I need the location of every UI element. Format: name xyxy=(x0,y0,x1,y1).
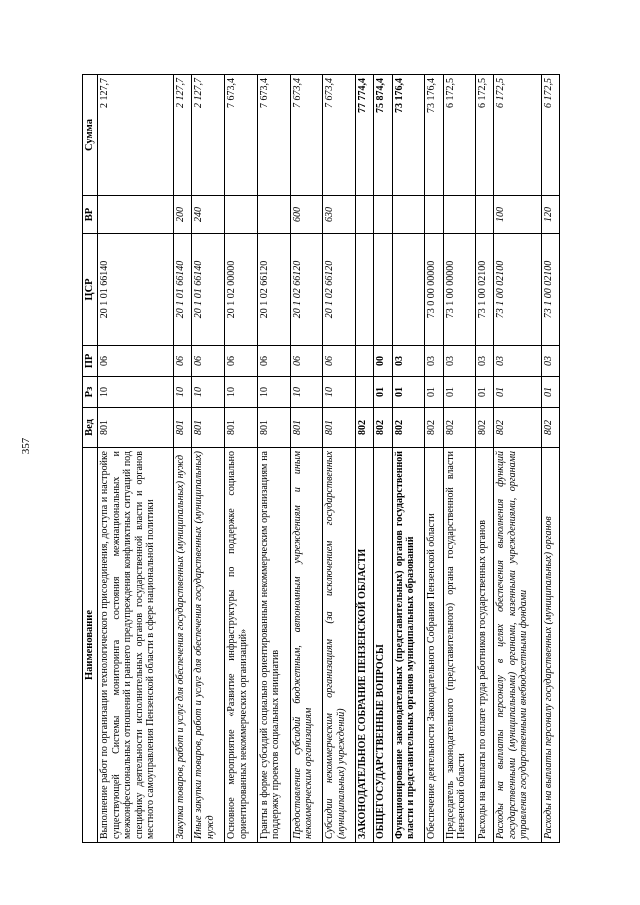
table-row xyxy=(174,75,192,843)
cell-name: Расходы на выплаты персоналу в целях обеспечения выполнения функций государственными (муниципальными) органами, казенными учреждениями, органами управления государственными внебюджетными фондами xyxy=(494,448,541,843)
cell-ved: 802 xyxy=(443,408,476,448)
cell-rz: 10 xyxy=(98,377,174,408)
table-row xyxy=(98,75,174,843)
cell-ved: 801 xyxy=(192,408,225,448)
cell-name: ОБЩЕГОСУДАРСТВЕННЫЕ ВОПРОСЫ xyxy=(374,448,392,843)
cell-sum: 75 874,4 xyxy=(374,75,392,196)
cell-rz: 10 xyxy=(225,377,258,408)
cell-rz: 10 xyxy=(290,377,323,408)
cell-ved: 801 xyxy=(98,408,174,448)
cell-name: Гранты в форме субсидий социально ориентированным некоммерческим организациям на поддержку проектов социальных инициатив xyxy=(257,448,290,843)
cell-vr xyxy=(392,196,425,234)
header-ved: Вед xyxy=(83,408,98,448)
cell-name: Обеспечение деятельности Законодательного Собрания Пензенской области xyxy=(425,448,443,843)
cell-vr: 600 xyxy=(290,196,323,234)
cell-csr: 20 1 01 66140 xyxy=(174,234,192,346)
cell-name: Основное мероприятие «Развитие инфраструктуры по поддержке социально ориентированных некоммерческих организаций» xyxy=(225,448,258,843)
cell-rz xyxy=(356,377,374,408)
cell-csr: 73 1 00 02100 xyxy=(494,234,541,346)
table-row xyxy=(257,75,290,843)
cell-sum: 2 127,7 xyxy=(174,75,192,196)
cell-ved: 802 xyxy=(425,408,443,448)
cell-rz: 10 xyxy=(257,377,290,408)
table-row xyxy=(323,75,356,843)
cell-csr: 20 1 02 00000 xyxy=(225,234,258,346)
cell-vr: 100 xyxy=(494,196,541,234)
cell-sum: 73 176,4 xyxy=(425,75,443,196)
cell-pr: 06 xyxy=(290,346,323,377)
cell-sum: 6 172,5 xyxy=(541,75,559,196)
cell-name: Закупка товаров, работ и услуг для обеспечения государственных (муниципальных) нужд xyxy=(174,448,192,843)
cell-name: ЗАКОНОДАТЕЛЬНОЕ СОБРАНИЕ ПЕНЗЕНСКОЙ ОБЛАСТИ xyxy=(356,448,374,843)
cell-sum: 6 172,5 xyxy=(443,75,476,196)
cell-csr xyxy=(392,234,425,346)
cell-rz: 01 xyxy=(476,377,494,408)
table-row xyxy=(443,75,476,843)
cell-sum: 7 673,4 xyxy=(323,75,356,196)
cell-vr xyxy=(443,196,476,234)
cell-rz: 01 xyxy=(392,377,425,408)
cell-rz: 01 xyxy=(494,377,541,408)
cell-vr xyxy=(257,196,290,234)
header-name: Наименование xyxy=(83,448,98,843)
cell-name: Выполнение работ по организации технологического присоединения, доступа и настройке существующей Системы мониторинга состояния межнациональных и межконфессиональных отношений и раннего предупреждения конфликтных ситуаций под специфику деятельности исполнительных органов государственной власти и органов местного самоуправления Пензенской области в сфере национальной политики xyxy=(98,448,174,843)
cell-pr: 06 xyxy=(174,346,192,377)
cell-vr xyxy=(476,196,494,234)
cell-name: Председатель законодательного (представительного) органа государственной власти Пензенской области xyxy=(443,448,476,843)
cell-csr: 20 1 01 66140 xyxy=(192,234,225,346)
cell-pr: 06 xyxy=(98,346,174,377)
cell-vr: 120 xyxy=(541,196,559,234)
rotated-table-container xyxy=(82,75,560,843)
cell-rz: 01 xyxy=(425,377,443,408)
cell-csr: 73 1 00 02100 xyxy=(541,234,559,346)
cell-sum: 2 127,7 xyxy=(98,75,174,196)
page-number: 357 xyxy=(20,437,32,455)
cell-vr xyxy=(374,196,392,234)
cell-rz: 10 xyxy=(192,377,225,408)
cell-csr xyxy=(356,234,374,346)
table-row xyxy=(476,75,494,843)
cell-csr: 73 1 00 00000 xyxy=(443,234,476,346)
cell-name: Расходы на выплаты персоналу государственных (муниципальных) органов xyxy=(541,448,559,843)
cell-csr: 20 1 01 66140 xyxy=(98,234,174,346)
cell-csr: 20 1 02 66120 xyxy=(257,234,290,346)
cell-csr xyxy=(374,234,392,346)
cell-pr: 06 xyxy=(257,346,290,377)
cell-pr: 06 xyxy=(192,346,225,377)
cell-csr: 73 1 00 02100 xyxy=(476,234,494,346)
header-vr: ВР xyxy=(83,196,98,234)
cell-ved: 802 xyxy=(374,408,392,448)
cell-pr: 03 xyxy=(476,346,494,377)
table-row xyxy=(225,75,258,843)
cell-ved: 802 xyxy=(476,408,494,448)
header-pr: ПР xyxy=(83,346,98,377)
cell-name: Иные закупки товаров, работ и услуг для обеспечения государственных (муниципальных) нужд xyxy=(192,448,225,843)
cell-name: Предоставление субсидий бюджетным, автономным учреждениям и иным некоммерческим организациям xyxy=(290,448,323,843)
cell-pr: 03 xyxy=(494,346,541,377)
cell-rz: 01 xyxy=(541,377,559,408)
cell-vr xyxy=(98,196,174,234)
table-row xyxy=(494,75,541,843)
cell-pr: 03 xyxy=(541,346,559,377)
cell-ved: 802 xyxy=(494,408,541,448)
cell-ved: 801 xyxy=(323,408,356,448)
table-row xyxy=(541,75,559,843)
cell-ved: 801 xyxy=(257,408,290,448)
cell-sum: 6 172,5 xyxy=(494,75,541,196)
table-row xyxy=(356,75,374,843)
cell-pr: 03 xyxy=(425,346,443,377)
table-header-row xyxy=(83,75,98,843)
cell-pr xyxy=(356,346,374,377)
table-row xyxy=(290,75,323,843)
cell-ved: 801 xyxy=(225,408,258,448)
header-csr: ЦСР xyxy=(83,234,98,346)
cell-csr: 73 0 00 00000 xyxy=(425,234,443,346)
cell-name: Расходы на выплаты по оплате труда работников государственных органов xyxy=(476,448,494,843)
cell-sum: 7 673,4 xyxy=(290,75,323,196)
cell-vr xyxy=(356,196,374,234)
cell-pr: 06 xyxy=(323,346,356,377)
cell-sum: 7 673,4 xyxy=(225,75,258,196)
cell-ved: 801 xyxy=(174,408,192,448)
table-row xyxy=(425,75,443,843)
table-row xyxy=(374,75,392,843)
cell-rz: 01 xyxy=(374,377,392,408)
cell-vr xyxy=(225,196,258,234)
header-rz: Рз xyxy=(83,377,98,408)
cell-rz: 10 xyxy=(174,377,192,408)
cell-pr: 00 xyxy=(374,346,392,377)
table-body xyxy=(98,75,560,843)
budget-table xyxy=(82,74,560,843)
header-sum: Сумма xyxy=(83,75,98,196)
cell-vr: 630 xyxy=(323,196,356,234)
cell-sum: 2 127,7 xyxy=(192,75,225,196)
cell-pr: 03 xyxy=(392,346,425,377)
cell-name: Субсидии некоммерческим организациям (за исключением государственных (муниципальных) учреждений) xyxy=(323,448,356,843)
cell-sum: 73 176,4 xyxy=(392,75,425,196)
cell-pr: 03 xyxy=(443,346,476,377)
cell-ved: 802 xyxy=(392,408,425,448)
cell-ved: 802 xyxy=(541,408,559,448)
table-row xyxy=(192,75,225,843)
table-row xyxy=(392,75,425,843)
cell-rz: 10 xyxy=(323,377,356,408)
cell-vr: 200 xyxy=(174,196,192,234)
cell-ved: 801 xyxy=(290,408,323,448)
cell-ved: 802 xyxy=(356,408,374,448)
cell-csr: 20 1 02 66120 xyxy=(290,234,323,346)
cell-vr: 240 xyxy=(192,196,225,234)
cell-rz: 01 xyxy=(443,377,476,408)
cell-pr: 06 xyxy=(225,346,258,377)
cell-sum: 7 673,4 xyxy=(257,75,290,196)
cell-sum: 6 172,5 xyxy=(476,75,494,196)
cell-vr xyxy=(425,196,443,234)
cell-sum: 77 774,4 xyxy=(356,75,374,196)
cell-csr: 20 1 02 66120 xyxy=(323,234,356,346)
cell-name: Функционирование законодательных (представительных) органов государственной власти и представительных органов муниципальных образований xyxy=(392,448,425,843)
